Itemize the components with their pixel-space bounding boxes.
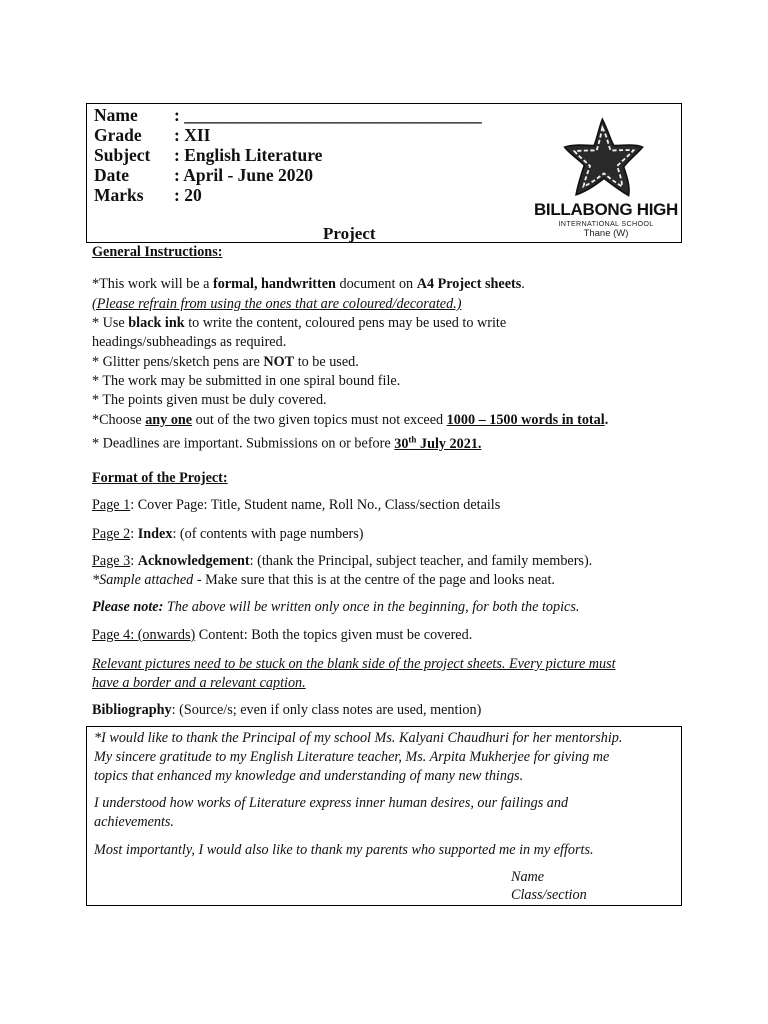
- emphasis: *Sample attached: [92, 572, 194, 588]
- school-subtitle: INTERNATIONAL SCHOOL: [558, 219, 654, 228]
- page-label: Page 3: [92, 553, 131, 569]
- name-label: Name: [94, 105, 138, 125]
- instruction-line-5: [92, 353, 359, 372]
- page-label: Page 4: (onwards): [92, 627, 196, 643]
- emphasis: Please note:: [92, 599, 164, 615]
- text: * Use: [92, 315, 129, 331]
- subject-value: : English Literature: [174, 145, 323, 165]
- header-box: [86, 103, 682, 243]
- page-label: Page 2: [92, 526, 131, 542]
- emphasis: NOT: [263, 354, 295, 370]
- school-name: BILLABONG HIGH: [533, 200, 679, 219]
- ack-signature-name: Name: [511, 869, 545, 885]
- text: The above will be written only once in the beginning, for both the topics.: [163, 599, 580, 615]
- superscript: th: [408, 434, 417, 444]
- text: *Choose: [92, 412, 146, 428]
- emphasis: Acknowledgement: [137, 553, 250, 569]
- date-label: Date: [94, 165, 129, 185]
- deadline-date: [394, 436, 481, 452]
- emphasis: formal, handwritten: [212, 276, 336, 292]
- ack-line-3: topics that enhanced my knowledge and understanding of many new things.: [94, 768, 524, 784]
- grade-row: [94, 125, 210, 145]
- marks-row: [94, 185, 202, 205]
- format-page-3-sample: [92, 571, 555, 590]
- text: : (thank the Principal, subject teacher, and family members).: [249, 553, 593, 569]
- ack-line-6: Most importantly, I would also like to thank my parents who supported me in my efforts.: [94, 842, 594, 858]
- school-logo: [533, 112, 679, 240]
- marks-value: : 20: [174, 185, 202, 205]
- text: * Glitter pens/sketch pens are: [92, 354, 264, 370]
- format-page-3: [92, 552, 592, 571]
- text: - Make sure that this is at the centre of the page and looks neat.: [193, 572, 555, 588]
- instruction-line-8: [92, 411, 608, 430]
- pictures-note-line-1: Relevant pictures need to be stuck on the blank side of the project sheets. Every picture must: [92, 656, 616, 672]
- text: : (Source/s; even if only class notes are used, mention): [171, 702, 482, 718]
- text: .: [521, 276, 525, 292]
- name-value: : __________________________________: [174, 105, 482, 125]
- text: : Cover Page: Title, Student name, Roll No., Class/section details: [130, 497, 501, 513]
- ack-line-5: achievements.: [94, 814, 174, 830]
- emphasis: A4 Project sheets: [416, 276, 522, 292]
- text: to write the content, coloured pens may be used to write: [184, 315, 507, 331]
- acknowledgement-sample-box: [86, 726, 682, 906]
- grade-label: Grade: [94, 125, 142, 145]
- project-title: Project: [323, 224, 376, 243]
- name-row: [94, 105, 482, 125]
- format-page-4: [92, 626, 472, 645]
- text: : (of contents with page numbers): [172, 526, 364, 542]
- subject-label: Subject: [94, 145, 151, 165]
- ack-line-2: My sincere gratitude to my English Literature teacher, Ms. Arpita Mukherjee for giving me: [94, 749, 610, 765]
- text: * Deadlines are important. Submissions on or before: [92, 435, 395, 452]
- instruction-line-3: [92, 314, 506, 333]
- emphasis: 1000 – 1500 words in total: [446, 412, 605, 428]
- date-row: [94, 165, 313, 185]
- instruction-line-9: [92, 430, 481, 454]
- text: out of the two given topics must not exceed: [192, 412, 447, 428]
- instruction-line-2: (Please refrain from using the ones that are coloured/decorated.): [92, 296, 462, 312]
- instruction-line-1: [92, 275, 525, 294]
- general-instructions-heading: General Instructions:: [92, 244, 223, 260]
- emphasis: black ink: [128, 315, 185, 331]
- subject-row: [94, 145, 322, 165]
- format-page-1: [92, 496, 500, 515]
- marks-label: Marks: [94, 185, 144, 205]
- ack-line-1: *I would like to thank the Principal of my school Ms. Kalyani Chaudhuri for her mentorship.: [94, 730, 623, 746]
- text: :: [130, 553, 138, 569]
- school-location: Thane (W): [583, 228, 629, 239]
- date-value: : April - June 2020: [174, 165, 314, 185]
- text: to be used.: [294, 354, 359, 370]
- text: *This work will be a: [92, 276, 213, 292]
- text: Content: Both the topics given must be covered.: [195, 627, 473, 643]
- grade-value: : XII: [174, 125, 211, 145]
- format-note: [92, 598, 579, 617]
- text: July 2021.: [416, 435, 482, 452]
- format-page-2: [92, 525, 364, 544]
- bibliography-line: [92, 701, 481, 720]
- instruction-line-4: headings/subheadings as required.: [92, 334, 287, 350]
- ack-signature-class: Class/section: [511, 887, 587, 903]
- text: .: [604, 412, 609, 428]
- text: document on: [335, 276, 417, 292]
- instruction-line-7: * The points given must be duly covered.: [92, 392, 327, 408]
- format-heading: Format of the Project:: [92, 470, 228, 486]
- pictures-note-line-2: have a border and a relevant caption.: [92, 675, 306, 691]
- page-label: Page 1: [92, 497, 131, 513]
- text: :: [130, 526, 138, 542]
- emphasis: Index: [137, 526, 173, 542]
- ack-line-4: I understood how works of Literature express inner human desires, our failings and: [94, 795, 569, 811]
- emphasis: Bibliography: [92, 702, 172, 718]
- star-icon: [563, 116, 645, 198]
- instruction-line-6: * The work may be submitted in one spiral bound file.: [92, 373, 401, 389]
- emphasis: any one: [145, 412, 193, 428]
- text: 30: [394, 435, 409, 452]
